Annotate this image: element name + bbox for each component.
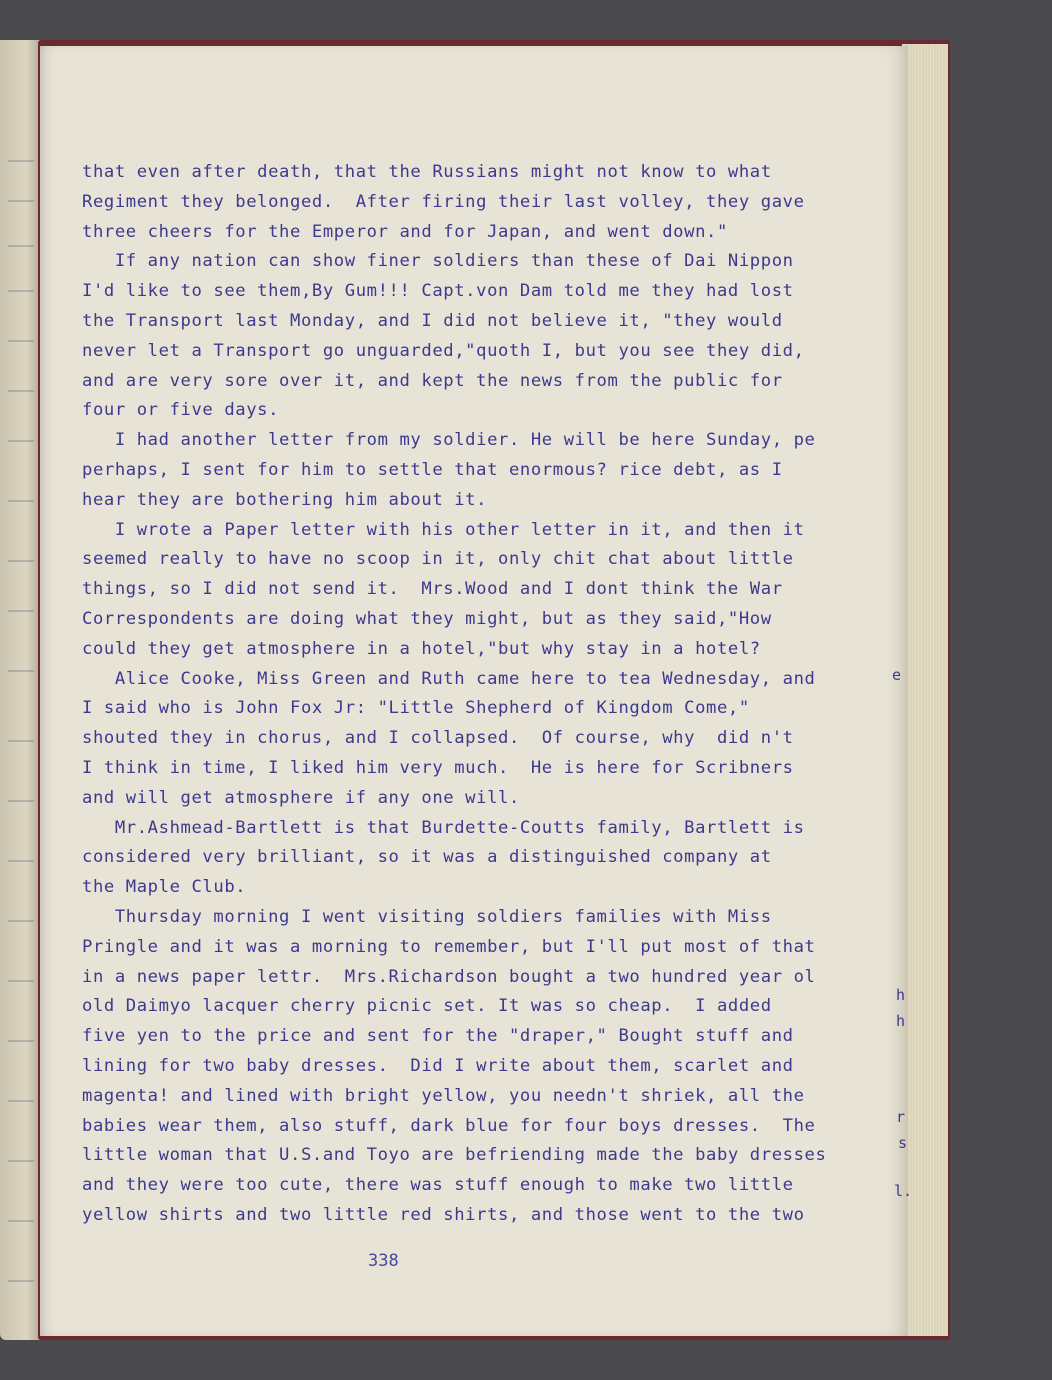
text-line: considered very brilliant, so it was a distinguished company at xyxy=(82,847,772,868)
text-line: that even after death, that the Russians might not know to what xyxy=(82,162,772,182)
text-line: Alice Cooke, Miss Green and Ruth came here to tea Wednesday, and xyxy=(82,668,816,689)
text-line: perhaps, I sent for him to settle that enormous? rice debt, as I xyxy=(82,459,783,480)
text-line: I wrote a Paper letter with his other letter in it, and then it xyxy=(82,519,805,540)
text-line: Thursday morning I went visiting soldiers families with Miss xyxy=(82,906,772,927)
text-line: yellow shirts and two little red shirts, and those went to the two xyxy=(82,1204,805,1225)
document-page xyxy=(40,46,913,1336)
text-line: things, so I did not send it. Mrs.Wood and I dont think the War xyxy=(82,579,783,600)
margin-mark: l. xyxy=(894,1182,913,1200)
text-line: Correspondents are doing what they might, but as they said,"How xyxy=(82,608,772,629)
text-line: in a news paper lettr. Mrs.Richardson bought a two hundred year ol xyxy=(82,966,816,987)
text-line: lining for two baby dresses. Did I write about them, scarlet and xyxy=(82,1055,794,1076)
text-line: hear they are bothering him about it. xyxy=(82,489,488,510)
typed-text-block xyxy=(82,158,892,1231)
margin-mark: r xyxy=(896,1108,906,1126)
text-line: Pringle and it was a morning to remember, but I'll put most of that xyxy=(82,936,816,957)
text-line: three cheers for the Emperor and for Japan, and went down." xyxy=(82,221,728,242)
text-line: magenta! and lined with bright yellow, you needn't shriek, all the xyxy=(82,1085,805,1106)
text-line: If any nation can show finer soldiers than these of Dai Nippon xyxy=(82,251,794,272)
text-line: seemed really to have no scoop in it, only chit chat about little xyxy=(82,549,794,570)
text-line: I'd like to see them,By Gum!!! Capt.von Dam told me they had lost xyxy=(82,281,794,302)
text-line: old Daimyo lacquer cherry picnic set. It was so cheap. I added xyxy=(82,996,772,1017)
text-line: little woman that U.S.and Toyo are befriending made the baby dresses xyxy=(82,1145,827,1166)
text-line: and they were too cute, there was stuff enough to make two little xyxy=(82,1175,794,1196)
margin-mark: s xyxy=(898,1134,908,1152)
text-line: five yen to the price and sent for the "draper," Bought stuff and xyxy=(82,1026,794,1047)
margin-mark: h xyxy=(896,1012,906,1030)
text-line: shouted they in chorus, and I collapsed. Of course, why did n't xyxy=(82,728,794,749)
margin-mark: e xyxy=(892,666,902,684)
text-line: never let a Transport go unguarded,"quoth I, but you see they did, xyxy=(82,340,805,361)
text-line: Mr.Ashmead-Bartlett is that Burdette-Coutts family, Bartlett is xyxy=(82,817,805,838)
text-line: four or five days. xyxy=(82,400,280,421)
text-line: the Maple Club. xyxy=(82,877,247,898)
text-line: I said who is John Fox Jr: "Little Shepherd of Kingdom Come," xyxy=(82,698,750,719)
text-line: babies wear them, also stuff, dark blue for four boys dresses. The xyxy=(82,1115,816,1136)
text-line: Regiment they belonged. After firing their last volley, they gave xyxy=(82,191,805,212)
page-number: 338 xyxy=(368,1251,399,1271)
page-stack-edge xyxy=(902,44,948,1336)
text-line: I had another letter from my soldier. He will be here Sunday, pe xyxy=(82,430,816,451)
text-line: could they get atmosphere in a hotel,"but why stay in a hotel? xyxy=(82,638,761,659)
text-line: and will get atmosphere if any one will. xyxy=(82,787,520,808)
text-line: and are very sore over it, and kept the news from the public for xyxy=(82,370,783,391)
text-line: I think in time, I liked him very much. He is here for Scribners xyxy=(82,757,794,778)
text-line: the Transport last Monday, and I did not believe it, "they would xyxy=(82,310,783,331)
margin-mark: h xyxy=(896,986,906,1004)
